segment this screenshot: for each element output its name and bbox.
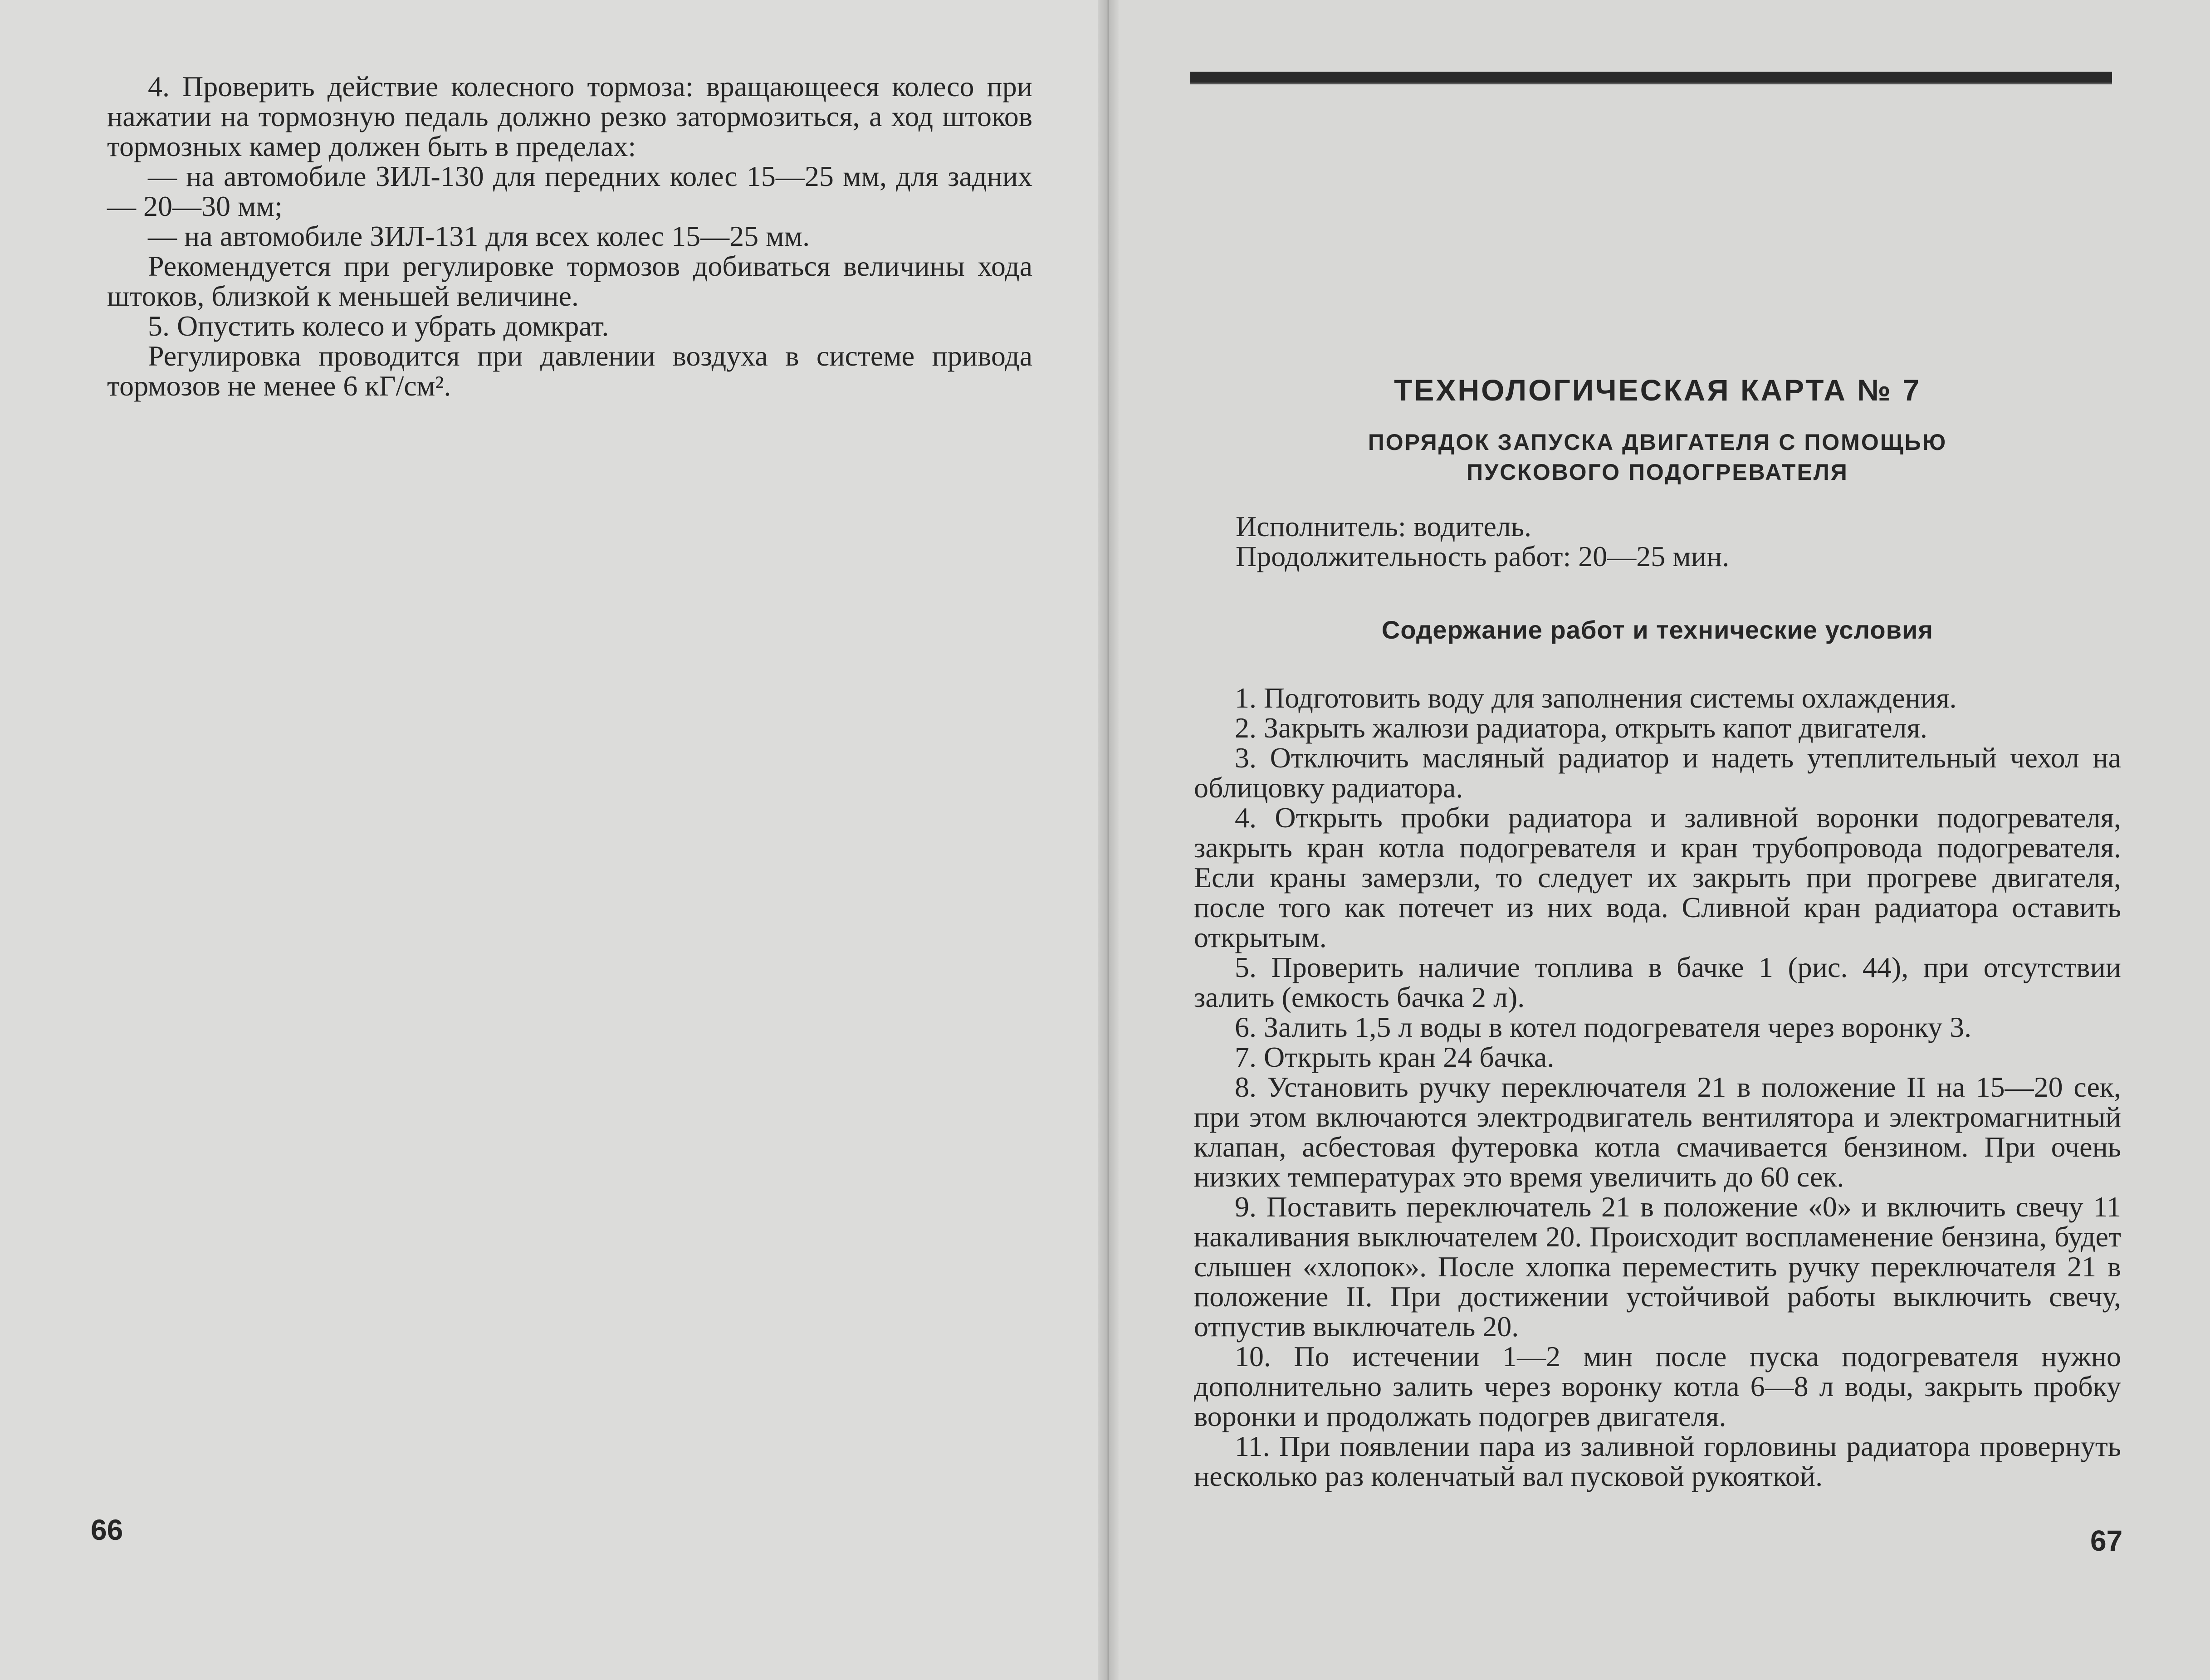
step-item: 8. Установить ручку переключателя 21 в положение II на 15—20 сек, при этом включаются электродвигатель вентилятора и электромагнитный клапан, асбестовая футеровка котла смачивается бензином. При очень низких температурах это время увеличить до 60 сек. bbox=[1194, 1071, 2121, 1193]
step-item: 7. Открыть кран 24 бачка. bbox=[1235, 1041, 1555, 1073]
paragraph: 5. Опустить колесо и убрать домкрат. bbox=[148, 310, 609, 342]
subtitle-line: ПОРЯДОК ЗАПУСКА ДВИГАТЕЛЯ С ПОМОЩЬЮ bbox=[1368, 430, 1947, 455]
step-item: 4. Открыть пробки радиатора и заливной воронки подогревателя, закрыть кран котла подогревателя и кран трубопровода подогревателя. Если краны замерзли, то следует их закрыть при прогреве двигателя, после того как потечет из них вода. Сливной кран радиатора оставить открытым. bbox=[1194, 801, 2121, 953]
step-item: 2. Закрыть жалюзи радиатора, открыть капот двигателя. bbox=[1235, 712, 1927, 744]
paragraph: — на автомобиле ЗИЛ-131 для всех колес 15—25 мм. bbox=[148, 220, 810, 252]
step-item: 10. По истечении 1—2 мин после пуска подогревателя нужно дополнительно залить через воронку котла 6—8 л воды, закрыть пробку воронки и продолжать подогрев двигателя. bbox=[1194, 1340, 2121, 1432]
book-gutter bbox=[1098, 0, 1119, 1680]
header-rule bbox=[1190, 72, 2112, 84]
step-item: 3. Отключить масляный радиатор и надеть утеплительный чехол на облицовку радиатора. bbox=[1194, 742, 2121, 804]
step-item: 5. Проверить наличие топлива в бачке 1 (рис. 44), при отсутствии залить (емкость бачка 2 л). bbox=[1194, 951, 2121, 1013]
page-title: ТЕХНОЛОГИЧЕСКАЯ КАРТА № 7 bbox=[1394, 373, 1921, 407]
page-number: 67 bbox=[2090, 1524, 2123, 1557]
section-title: Содержание работ и технические условия bbox=[1381, 615, 1934, 644]
executor-line: Исполнитель: водитель. bbox=[1236, 510, 1531, 542]
card-meta bbox=[1236, 512, 1729, 571]
subtitle-line: ПУСКОВОГО ПОДОГРЕВАТЕЛЯ bbox=[1467, 459, 1848, 485]
paragraph: 4. Проверить действие колесного тормоза: вращающееся колесо при нажатии на тормозную педаль должно резко затормозиться, а ход штоков тормозных камер должен быть в пределах: bbox=[107, 70, 1032, 162]
step-item: 1. Подготовить воду для заполнения системы охлаждения. bbox=[1235, 682, 1957, 714]
steps-list bbox=[1194, 683, 2121, 1491]
step-item: 11. При появлении пара из заливной горловины радиатора провернуть несколько раз коленчатый вал пусковой рукояткой. bbox=[1194, 1430, 2121, 1492]
paragraph: Регулировка проводится при давлении воздуха в системе привода тормозов не менее 6 кГ/см². bbox=[107, 340, 1032, 402]
step-item: 9. Поставить переключатель 21 в положение «0» и включить свечу 11 накаливания выключателем 20. Происходит воспламенение бензина, будет слышен «хлопок». После хлопка переместить ручку переключателя 21 в положение II. При достижении устойчивой работы выключить свечу, отпустив выключатель 20. bbox=[1194, 1191, 2121, 1343]
duration-line: Продолжительность работ: 20—25 мин. bbox=[1236, 540, 1730, 572]
page-subtitle bbox=[1194, 427, 2121, 487]
left-page-text bbox=[107, 72, 1032, 401]
paragraph: — на автомобиле ЗИЛ-130 для передних колес 15—25 мм, для задних — 20—30 мм; bbox=[107, 160, 1032, 222]
paragraph: Рекомендуется при регулировке тормозов добиваться величины хода штоков, близкой к меньшей величине. bbox=[107, 250, 1032, 312]
page-number: 66 bbox=[91, 1514, 123, 1546]
step-item: 6. Залить 1,5 л воды в котел подогревателя через воронку 3. bbox=[1235, 1011, 1972, 1043]
